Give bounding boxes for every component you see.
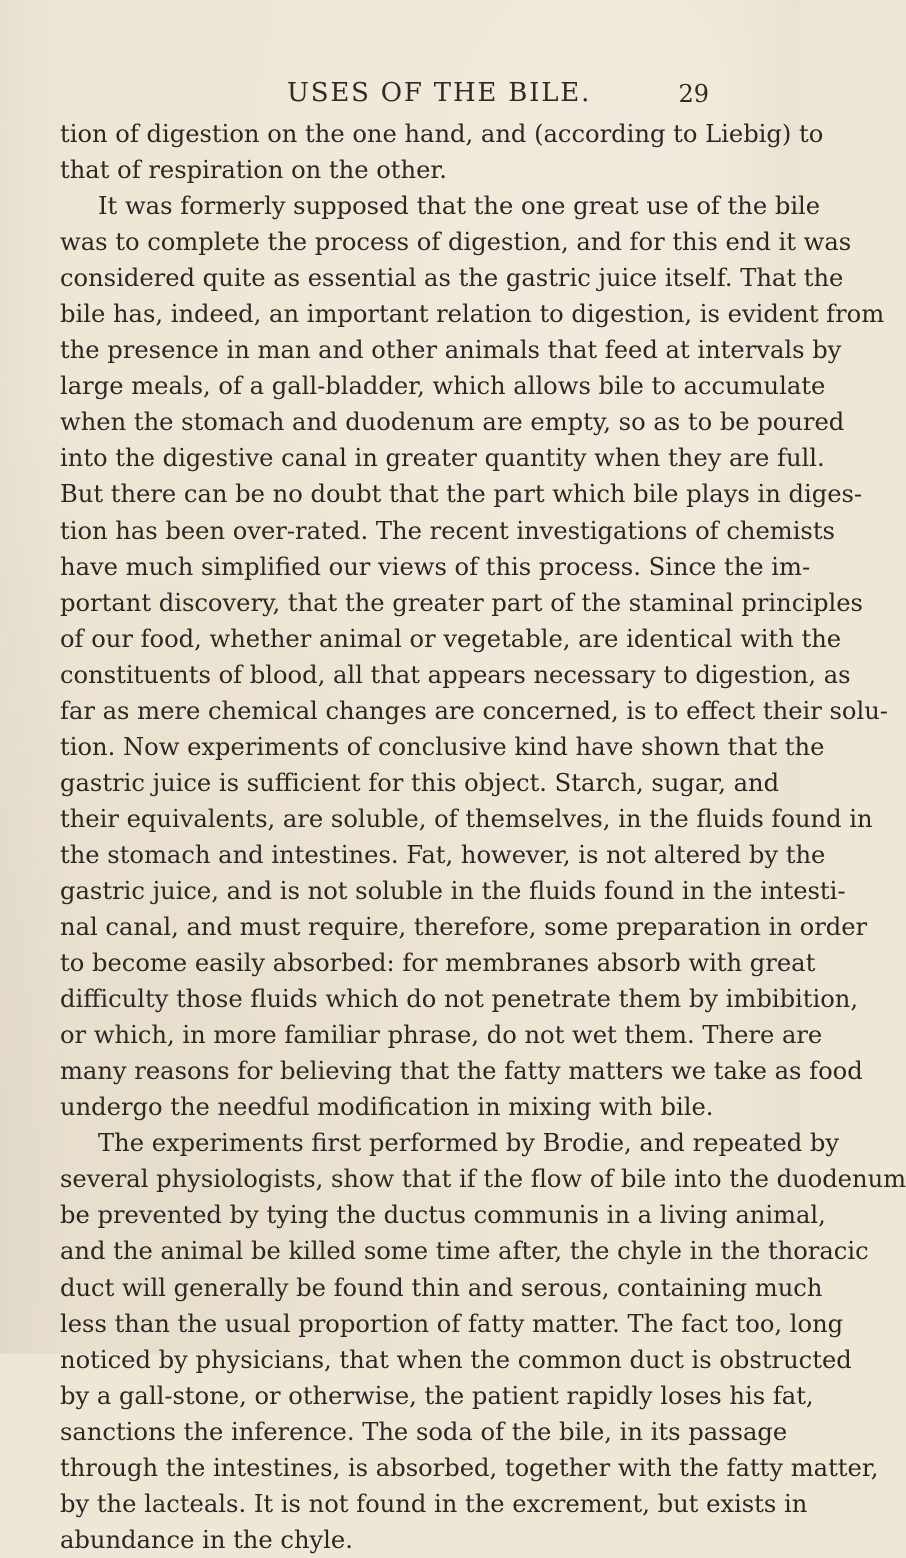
- text-line: be prevented by tying the ductus communis in a living animal,: [60, 1201, 826, 1230]
- text-line: their equivalents, are soluble, of themselves, in the fluids found in: [60, 804, 873, 833]
- text-line: difficulty those fluids which do not penetrate them by imbibition,: [60, 985, 859, 1014]
- text-line: or which, in more familiar phrase, do not wet them. There are: [60, 1021, 823, 1050]
- text-line: noticed by physicians, that when the common duct is obstructed: [60, 1345, 852, 1374]
- text-line: gastric juice, and is not soluble in the fluids found in the intesti-: [60, 876, 846, 905]
- text-line: into the digestive canal in greater quantity when they are full.: [60, 444, 825, 473]
- text-line: that of respiration on the other.: [60, 156, 447, 185]
- text-line: bile has, indeed, an important relation to digestion, is evident from: [60, 300, 885, 329]
- text-line: have much simplified our views of this process. Since the im-: [60, 552, 811, 581]
- text-line: when the stomach and duodenum are empty, so as to be poured: [60, 408, 845, 437]
- text-line: constituents of blood, all that appears necessary to digestion, as: [60, 660, 851, 689]
- text-line: several physiologists, show that if the flow of bile into the duodenum: [60, 1165, 906, 1194]
- text-line: by the lacteals. It is not found in the excrement, but exists in: [60, 1489, 808, 1518]
- text-line: tion of digestion on the one hand, and (according to Liebig) to: [60, 120, 824, 148]
- text-line: considered quite as essential as the gastric juice itself. That the: [60, 264, 844, 293]
- text-line: gastric juice is sufficient for this object. Starch, sugar, and: [60, 768, 780, 797]
- paragraph-first-line: The experiments first performed by Brodie, and repeated by: [98, 1129, 840, 1158]
- paragraph-first-line: It was formerly supposed that the one great use of the bile: [98, 192, 821, 221]
- running-title: USES OF THE BILE.: [287, 78, 592, 108]
- text-line: But there can be no doubt that the part which bile plays in diges-: [60, 480, 863, 509]
- text-line: through the intestines, is absorbed, together with the fatty matter,: [60, 1453, 879, 1482]
- text-line: duct will generally be found thin and serous, containing much: [60, 1273, 823, 1302]
- text-line: many reasons for believing that the fatty matters we take as food: [60, 1057, 863, 1086]
- text-line: to become easily absorbed: for membranes absorb with great: [60, 949, 816, 978]
- text-line: abundance in the chyle.: [60, 1525, 353, 1554]
- text-line: by a gall-stone, or otherwise, the patient rapidly loses his fat,: [60, 1381, 814, 1410]
- text-line: portant discovery, that the greater part of the staminal principles: [60, 588, 863, 617]
- text-line: large meals, of a gall-bladder, which allows bile to accumulate: [60, 372, 826, 401]
- text-line: tion. Now experiments of conclusive kind have shown that the: [60, 732, 825, 761]
- text-line: sanctions the inference. The soda of the bile, in its passage: [60, 1417, 788, 1446]
- running-header: [0, 78, 800, 112]
- text-line: the presence in man and other animals that feed at intervals by: [60, 336, 842, 365]
- text-line: and the animal be killed some time after, the chyle in the thoracic: [60, 1237, 869, 1266]
- page-number: 29: [678, 80, 709, 108]
- text-line: the stomach and intestines. Fat, however, is not altered by the: [60, 840, 826, 869]
- text-line: tion has been over-rated. The recent investigations of chemists: [60, 516, 835, 545]
- text-line: nal canal, and must require, therefore, some preparation in order: [60, 913, 868, 942]
- body-text: [60, 116, 906, 1558]
- text-line: undergo the needful modification in mixing with bile.: [60, 1093, 714, 1122]
- text-line: less than the usual proportion of fatty matter. The fact too, long: [60, 1309, 844, 1338]
- text-line: was to complete the process of digestion, and for this end it was: [60, 228, 852, 257]
- text-line: of our food, whether animal or vegetable, are identical with the: [60, 624, 842, 653]
- text-line: far as mere chemical changes are concerned, is to effect their solu-: [60, 696, 888, 725]
